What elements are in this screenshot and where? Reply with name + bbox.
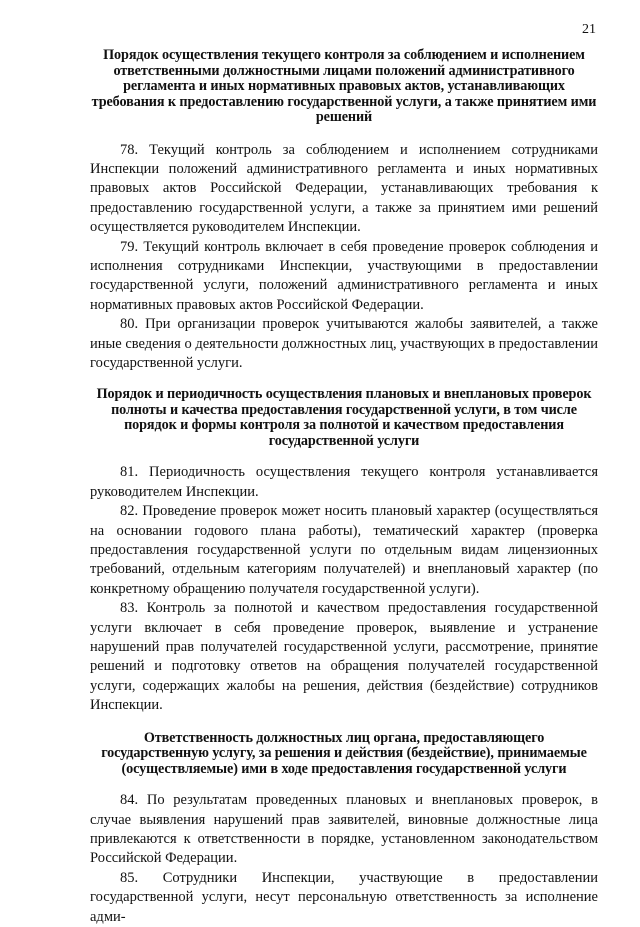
paragraph-78: 78. Текущий контроль за соблюдением и исполнением сотрудниками Инспекции положений административного регламента и иных нормативных правовых актов Российской Федерации, устанавливающих требования к предоставлению государственной услуги, а также за принятием ими решений осуществляется руководителем Инспекции. [90, 141, 598, 236]
paragraph-82: 82. Проведение проверок может носить плановый характер (осуществляться на основании годового плана работы), тематический характер (проверка предоставления государственной услуги по отдельным видам лицензионных требований, отдельным категориям получателей) и внеплановый характер (по конкретному обращению получателя государственной услуги). [90, 503, 598, 597]
section-current-control [90, 48, 598, 373]
paragraph-84: 84. По результатам проведенных плановых и внеплановых проверок, в случае выявления нарушений прав заявителей, виновные должностные лица привлекаются к ответственности в порядке, установленном законодательством Российской Федерации. [90, 792, 598, 867]
section-inspection-periodicity [90, 387, 598, 715]
paragraph-80: 80. При организации проверок учитываются жалобы заявителей, а также иные сведения о деятельности должностных лиц, участвующих в предоставлении государственной услуги. [90, 316, 598, 371]
section-heading: Порядок и периодичность осуществления плановых и внеплановых проверок полноты и качества предоставления государственной услуги, в том числе порядок и формы контроля за полнотой и качеством предоставления государственной услуги [96, 386, 592, 449]
paragraph-83: 83. Контроль за полнотой и качеством предоставления государственной услуги включает в себя проведение проверок, выявление и устранение нарушений прав получателей государственной услуги, рассмотрение, принятие решений и подготовку ответов на обращения получателей государственной услуги, содержащих жалобы на решения, действия (бездействие) сотрудников Инспекции. [90, 600, 598, 714]
page-number: 21 [582, 22, 596, 37]
section-heading: Порядок осуществления текущего контроля за соблюдением и исполнением ответственными должностными лицами положений административного регламента и иных нормативных правовых актов, устанавливающих требования к предоставлению государственной услуги, а также принятием ими решений [91, 47, 597, 125]
section-heading: Ответственность должностных лиц органа, предоставляющего государственную услугу, за решения и действия (бездействие), принимаемые (осуществляемые) ими в ходе предоставления государственной услуги [101, 729, 587, 777]
document-body [90, 48, 598, 927]
paragraph-79: 79. Текущий контроль включает в себя проведение проверок соблюдения и исполнения сотрудниками Инспекции, участвующими в предоставлении государственной услуги, положений административного регламента и иных нормативных правовых актов Российской Федерации. [90, 238, 598, 313]
paragraph-85: 85. Сотрудники Инспекции, участвующие в предоставлении государственной услуги, несут персональную ответственность за исполнение адми- [90, 869, 598, 925]
paragraph-81: 81. Периодичность осуществления текущего контроля устанавливается руководителем Инспекции. [90, 464, 598, 500]
section-officials-responsibility [90, 731, 598, 927]
